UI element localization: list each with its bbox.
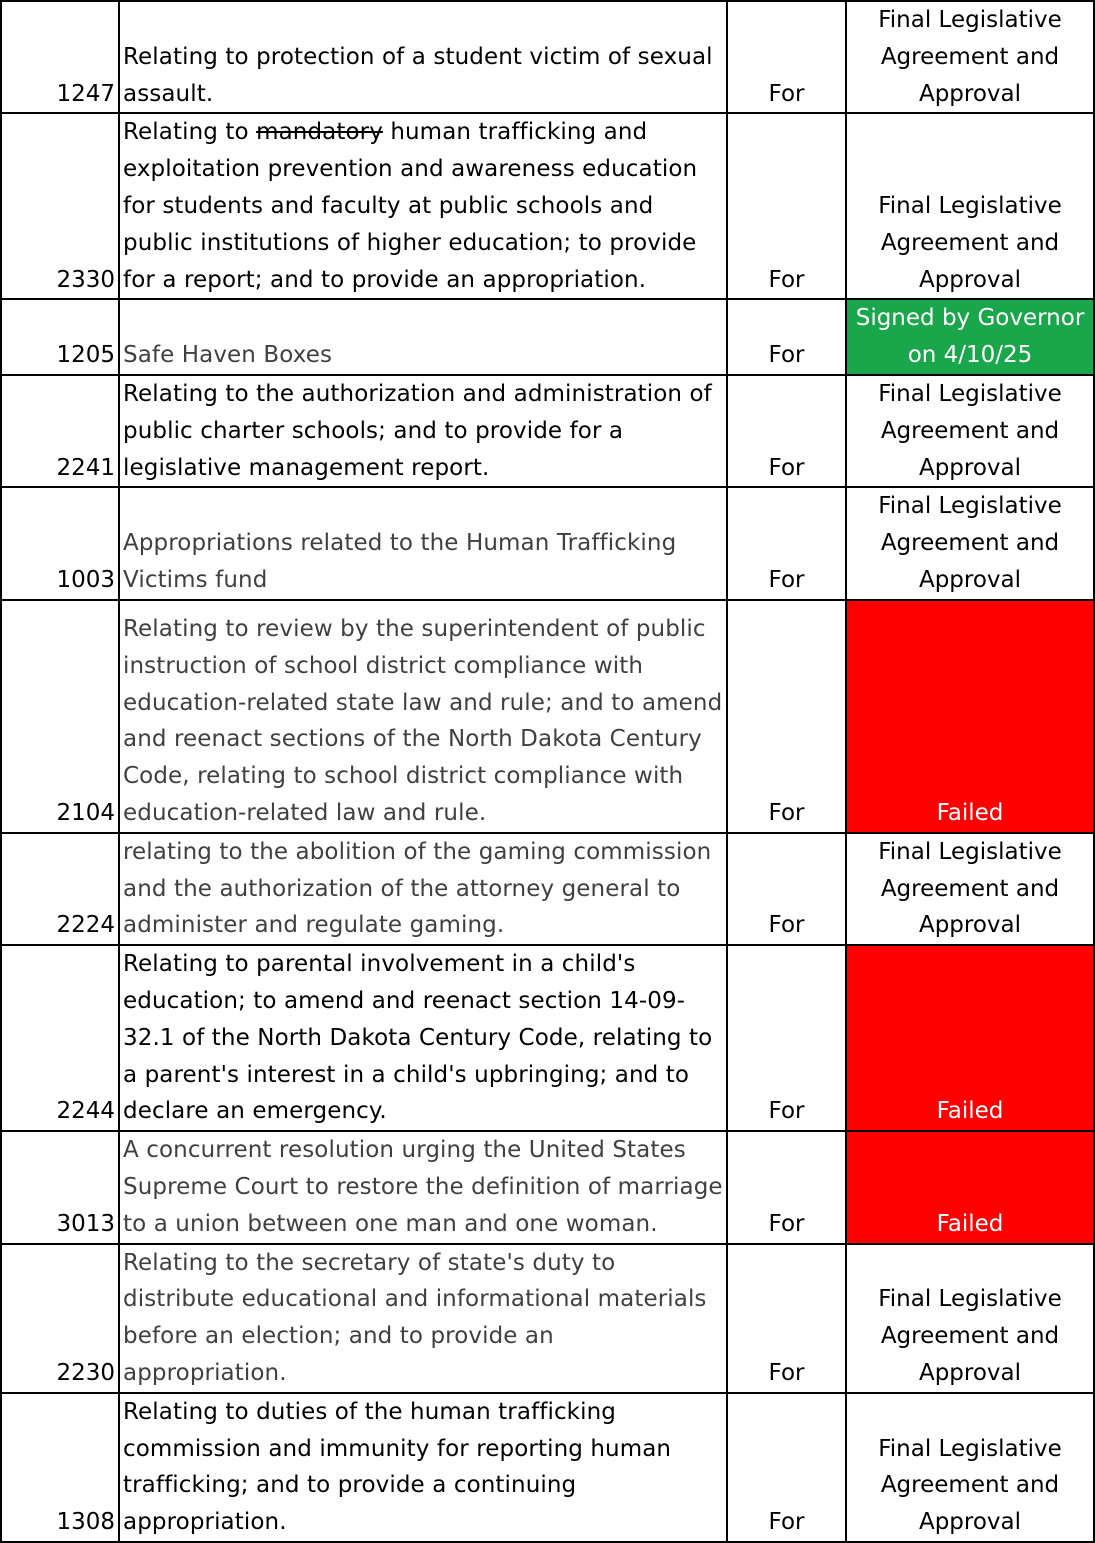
bill-description: Relating to mandatory human trafficking and exploitation prevention and awareness education for students and faculty at public schools and public institutions of higher education; to provide for a report; and to provide an appropriation. bbox=[119, 113, 727, 299]
bill-status: Final Legislative Agreement and Approval bbox=[846, 1393, 1094, 1542]
table-row bbox=[1, 375, 1094, 487]
bill-status: Final Legislative Agreement and Approval bbox=[846, 1, 1094, 113]
bill-description: Relating to the authorization and administration of public charter schools; and to provide for a legislative management report. bbox=[119, 375, 727, 487]
table-row bbox=[1, 1131, 1094, 1243]
bill-description: relating to the abolition of the gaming commission and the authorization of the attorney general to administer and regulate gaming. bbox=[119, 833, 727, 945]
bill-position: For bbox=[727, 375, 846, 487]
table-row bbox=[1, 1393, 1094, 1542]
bill-position: For bbox=[727, 299, 846, 375]
bill-description: Appropriations related to the Human Trafficking Victims fund bbox=[119, 487, 727, 599]
bill-number: 2224 bbox=[1, 833, 119, 945]
bill-description: Relating to duties of the human trafficking commission and immunity for reporting human trafficking; and to provide a continuing appropriation. bbox=[119, 1393, 727, 1542]
bill-description: Relating to review by the superintendent of public instruction of school district compliance with education-related state law and rule; and to amend and reenact sections of the North Dakota Century Code, relating to school district compliance with education-related law and rule. bbox=[119, 600, 727, 833]
bill-number: 1003 bbox=[1, 487, 119, 599]
bill-status-failed: Failed bbox=[846, 600, 1094, 833]
bill-number: 2244 bbox=[1, 945, 119, 1131]
bill-description: Relating to the secretary of state's duty to distribute educational and informational materials before an election; and to provide an appropriation. bbox=[119, 1244, 727, 1393]
bill-description: Safe Haven Boxes bbox=[119, 299, 727, 375]
bill-number: 1308 bbox=[1, 1393, 119, 1542]
bill-position: For bbox=[727, 1131, 846, 1243]
table-row bbox=[1, 945, 1094, 1131]
bill-number: 1205 bbox=[1, 299, 119, 375]
bill-status: Final Legislative Agreement and Approval bbox=[846, 1244, 1094, 1393]
table-row bbox=[1, 1244, 1094, 1393]
table-row bbox=[1, 487, 1094, 599]
bill-position: For bbox=[727, 487, 846, 599]
table-row bbox=[1, 600, 1094, 833]
bill-number: 1247 bbox=[1, 1, 119, 113]
bill-position: For bbox=[727, 1, 846, 113]
bill-status-failed: Failed bbox=[846, 945, 1094, 1131]
bill-position: For bbox=[727, 945, 846, 1131]
bill-status: Final Legislative Agreement and Approval bbox=[846, 487, 1094, 599]
bill-position: For bbox=[727, 600, 846, 833]
table-row bbox=[1, 113, 1094, 299]
bill-position: For bbox=[727, 113, 846, 299]
bill-status: Final Legislative Agreement and Approval bbox=[846, 375, 1094, 487]
table-row bbox=[1, 299, 1094, 375]
bill-position: For bbox=[727, 833, 846, 945]
bill-number: 3013 bbox=[1, 1131, 119, 1243]
bill-number: 2104 bbox=[1, 600, 119, 833]
bill-number: 2230 bbox=[1, 1244, 119, 1393]
bill-position: For bbox=[727, 1244, 846, 1393]
bill-status-failed: Failed bbox=[846, 1131, 1094, 1243]
bill-status: Final Legislative Agreement and Approval bbox=[846, 113, 1094, 299]
table-row bbox=[1, 1, 1094, 113]
bill-description: Relating to parental involvement in a child's education; to amend and reenact section 14-09-32.1 of the North Dakota Century Code, relating to a parent's interest in a child's upbringing; and to declare an emergency. bbox=[119, 945, 727, 1131]
bill-position: For bbox=[727, 1393, 846, 1542]
bill-description: Relating to protection of a student victim of sexual assault. bbox=[119, 1, 727, 113]
bill-number: 2241 bbox=[1, 375, 119, 487]
table-row bbox=[1, 833, 1094, 945]
bill-number: 2330 bbox=[1, 113, 119, 299]
struck-word: mandatory bbox=[256, 119, 383, 146]
bill-status: Final Legislative Agreement and Approval bbox=[846, 833, 1094, 945]
bill-description: A concurrent resolution urging the United States Supreme Court to restore the definition of marriage to a union between one man and one woman. bbox=[119, 1131, 727, 1243]
bill-status-signed: Signed by Governor on 4/10/25 bbox=[846, 299, 1094, 375]
